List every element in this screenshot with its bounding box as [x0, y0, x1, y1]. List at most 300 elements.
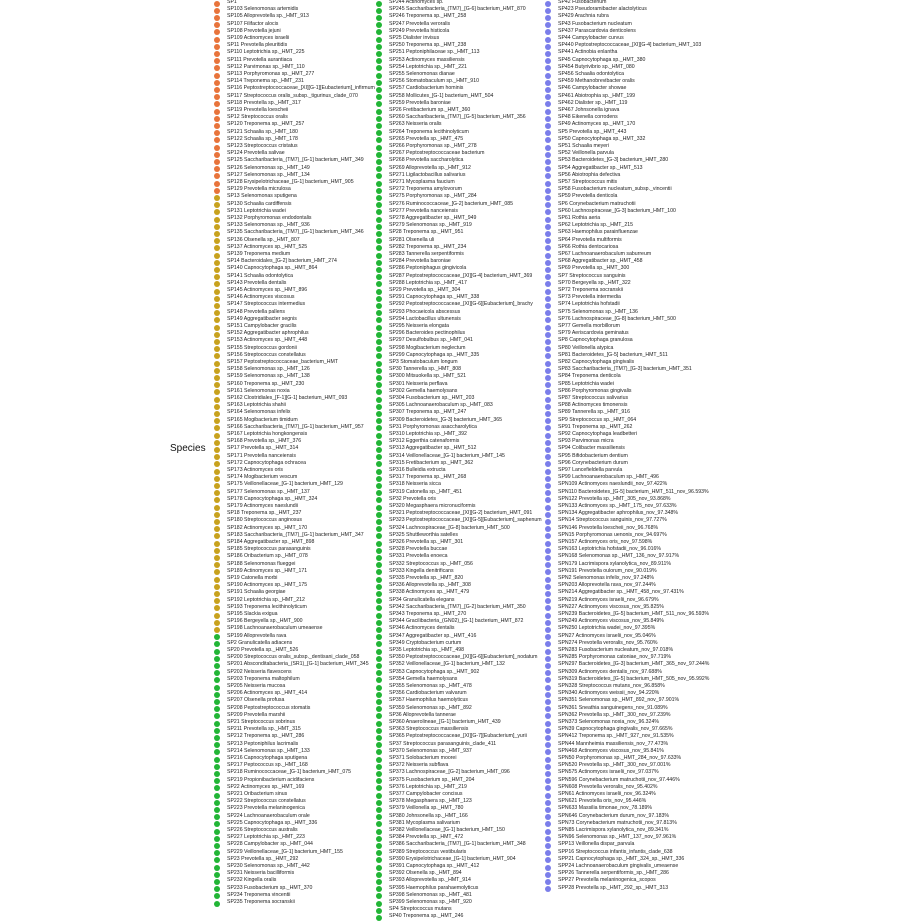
- legend-marker: [376, 382, 382, 388]
- legend-marker: [214, 836, 220, 842]
- legend-marker: [376, 188, 382, 194]
- legend-label: SP153 Actinomyces sp._HMT_448: [227, 337, 308, 344]
- legend-label: SP108 Prevotella jejuni: [227, 27, 281, 34]
- legend-marker: [545, 735, 551, 741]
- legend-label: SP117 Streptococcus oralis_subsp._tigurinus_clade_070: [227, 92, 358, 99]
- legend-marker: [376, 397, 382, 403]
- legend-label: SP325 Shuttleworthia satelles: [389, 531, 458, 538]
- legend-marker: [376, 757, 382, 763]
- legend-marker: [545, 829, 551, 835]
- legend-marker: [214, 109, 220, 115]
- legend-marker: [214, 872, 220, 878]
- legend-label: SP35 Leptotrichia sp._HMT_498: [389, 647, 464, 653]
- legend-label: SP165 Mogibacterium timidum: [227, 416, 298, 423]
- legend-label: SP349 Cryptobacterium curtum: [389, 639, 462, 646]
- legend-marker: [376, 145, 382, 151]
- legend-marker: [545, 325, 551, 331]
- legend-label: SP226 Streptococcus australis: [227, 827, 298, 833]
- legend-marker: [545, 541, 551, 547]
- legend-label: SPN110 Bacteroidetes_[G-5] bacterium_HMT_511_nov_96.593%: [558, 488, 709, 495]
- legend-label: SP315 Fretibacterium sp._HMT_362: [389, 459, 474, 466]
- legend-label: SPN249 Actinomyces viscosus_nov_95.849%: [558, 618, 664, 625]
- legend-label: SP160 Treponema sp._HMT_230: [227, 380, 305, 387]
- legend-label: SP221 Oribacterium sinus: [227, 791, 288, 797]
- legend-label: SP81 Bacteroidetes_[G-5] bacterium_HMT_511: [558, 351, 668, 358]
- legend-label: SP44 Campylobacter curvus: [558, 35, 624, 41]
- legend-marker: [376, 670, 382, 676]
- legend-label: SP346 Actinomyces dentalis: [389, 625, 455, 632]
- legend-label: SP398 Selenomonas sp._HMT_481: [389, 891, 472, 898]
- legend-marker: [214, 641, 220, 647]
- legend-label: SP255 Selenomonas dianae: [389, 71, 455, 77]
- legend-marker: [376, 677, 382, 683]
- legend-marker: [545, 843, 551, 849]
- legend-label: SPN596 Corynebacterium matruchotii_nov_97.446%: [558, 776, 680, 783]
- legend-label: SP40 Treponema sp._HMT_246: [389, 913, 464, 920]
- legend-label: SP113 Porphyromonas sp._HMT_277: [227, 71, 315, 77]
- legend-label: SP314 Veillonellaceae_[G-1] bacterium_HMT_145: [389, 452, 505, 459]
- legend-marker: [376, 836, 382, 842]
- legend-marker: [214, 130, 220, 136]
- legend-label: SP75 Selenomonas sp._HMT_136: [558, 308, 638, 315]
- legend-label: SP186 Oribacterium sp._HMT_078: [227, 553, 308, 560]
- legend-label: SP272 Treponema amylovorum: [389, 186, 462, 193]
- legend-label: SP350 Peptostreptococcaceae_[XI][G-6][Eubacterium]_nodatum: [389, 654, 538, 661]
- legend-marker: [545, 296, 551, 302]
- legend-label: SPN73 Corynebacterium matruchotii_nov_97.813%: [558, 819, 677, 826]
- legend-label: SPN361 Sneathia sanguinegens_nov_91.089%: [558, 704, 668, 711]
- legend-marker: [545, 181, 551, 187]
- legend-marker: [376, 634, 382, 640]
- legend-label: SP379 Veillonella sp._HMT_780: [389, 805, 464, 812]
- legend-label: SP276 Ruminococcaceae_[G-2] bacterium_HMT_085: [389, 200, 513, 207]
- legend-label: SPN203 Alloprevotella rava_nov_97.244%: [558, 582, 656, 589]
- legend-label: SP292 Peptostreptococcaceae_[XI][G-6][Eubacterium]_brachy: [389, 301, 533, 308]
- legend-marker: [376, 1, 382, 7]
- legend-label: SP177 Selenomonas sp._HMT_137: [227, 488, 310, 495]
- legend-label: SP278 Aggregatibacter sp._HMT_949: [389, 215, 477, 221]
- legend-label: SP139 Treponema medium: [227, 251, 291, 257]
- legend-label: SP130 Schaalia cardiffensis: [227, 200, 292, 207]
- legend-label: SP216 Capnocytophaga sputigena: [227, 755, 308, 761]
- legend-marker: [376, 785, 382, 791]
- legend-label: SP321 Peptostreptococcaceae_[XI][G-2] bacterium_HMT_091: [389, 510, 533, 517]
- legend-label: SP74 Leptotrichia hofstadii: [558, 301, 620, 308]
- legend-marker: [545, 166, 551, 172]
- legend-label: SP271 Mycoplasma faucium: [389, 179, 455, 185]
- legend-label: SP50 Capnocytophaga sp._HMT_332: [558, 135, 646, 142]
- legend-marker: [214, 238, 220, 244]
- legend-marker: [376, 159, 382, 165]
- legend-marker: [545, 173, 551, 179]
- legend-label: SP299 Capnocytophaga sp._HMT_335: [389, 351, 480, 358]
- legend-marker: [376, 915, 382, 921]
- legend-marker: [545, 217, 551, 223]
- legend-label: SP172 Capnocytophaga ochracea: [227, 459, 307, 466]
- legend-label: SP338 Actinomyces sp._HMT_479: [389, 589, 470, 596]
- legend-label: SP282 Treponema sp._HMT_234: [389, 243, 467, 250]
- legend-label: SP357 Haemophilus haemolyticus: [389, 697, 469, 704]
- legend-label: SP467 Johnsonella ignava: [558, 107, 620, 113]
- legend-marker: [545, 497, 551, 503]
- legend-label: SP392 Olsenella sp._HMT_894: [389, 870, 462, 877]
- legend-label: SP185 Streptococcus parasanguinis: [227, 546, 311, 553]
- legend-marker: [214, 433, 220, 439]
- legend-label: SP373 Lachnospiraceae_[G-2] bacterium_HMT_096: [389, 769, 510, 776]
- legend-label: SP372 Neisseria subflava: [389, 762, 449, 769]
- legend-marker: [376, 505, 382, 511]
- legend-label: SP342 Saccharibacteria_(TM7)_[G-2] bacterium_HMT_350: [389, 603, 526, 610]
- legend-label: SP380 Johnsonella sp._HMT_166: [389, 812, 468, 819]
- legend-marker: [545, 94, 551, 100]
- legend-label: SP174 Mogibacterium vescum: [227, 474, 298, 481]
- legend-label: SP114 Treponema sp._HMT_231: [227, 78, 304, 85]
- legend-marker: [545, 317, 551, 323]
- legend-label: SPN109 Actinomyces naeslundii_nov_97.422%: [558, 481, 668, 488]
- legend-label: SP118 Prevotella sp._HMT_317: [227, 99, 301, 106]
- legend-label: SP230 Selenomonas sp._HMT_442: [227, 863, 310, 869]
- legend-marker: [214, 649, 220, 655]
- legend-label: SP363 Streptococcus massiliensis: [389, 726, 469, 733]
- legend-label: SP323 Peptostreptococcaceae_[XI][G-5][Eubacterium]_saphenum: [389, 517, 542, 524]
- legend-label: SP64 Prevotella multiformis: [558, 236, 622, 243]
- legend-marker: [214, 742, 220, 748]
- legend-label: SP222 Streptococcus constellatus: [227, 798, 306, 805]
- legend-marker: [214, 850, 220, 856]
- legend-label: SP95 Bifidobacterium dentium: [558, 452, 628, 459]
- legend-marker: [545, 245, 551, 251]
- legend-label: SP17 Prevotella sp._HMT_314: [227, 445, 299, 452]
- legend-marker: [214, 440, 220, 446]
- legend-label: SP360 Anaerolineae_[G-1] bacterium_HMT_439: [389, 719, 501, 725]
- legend-label: SP268 Prevotella saccharolytica: [389, 157, 464, 164]
- legend-marker: [545, 346, 551, 352]
- legend-label: SP196 Bergeyella sp._HMT_900: [227, 618, 303, 625]
- legend-label: SP301 Neisseria perflava: [389, 380, 448, 387]
- legend-label: SP2 Granulicatella adiacens: [227, 639, 293, 646]
- legend-marker: [376, 361, 382, 367]
- legend-marker: [545, 526, 551, 532]
- legend-label: SP155 Streptococcus gordonii: [227, 344, 297, 351]
- legend-label: SP253 Actinomyces massiliensis: [389, 56, 465, 63]
- legend-marker: [376, 656, 382, 662]
- legend-label: SP62 Leptotrichia sp._HMT_215: [558, 222, 633, 229]
- legend-marker: [545, 260, 551, 266]
- legend-marker: [376, 872, 382, 878]
- legend-label: SP283 Tannerella serpentiformis: [389, 251, 464, 257]
- legend-marker: [545, 728, 551, 734]
- legend-label: SP440 Peptostreptococcaceae_[XI][G-4] bacterium_HMT_103: [558, 42, 702, 49]
- legend-marker: [376, 692, 382, 698]
- legend-label: SP279 Selenomonas sp._HMT_919: [389, 222, 472, 229]
- legend-marker: [545, 425, 551, 431]
- legend-label: SPN214 Aggregatibacter sp._HMT_458_nov_97.431%: [558, 589, 684, 596]
- legend-marker: [376, 519, 382, 525]
- legend-label: SPN373 Selenomonas noxia_nov_96.324%: [558, 719, 659, 725]
- legend-label: SP287 Peptostreptococcaceae_[XI][G-4] bacterium_HMT_369: [389, 272, 533, 279]
- legend-label: SP386 Saccharibacteria_(TM7)_[G-1] bacterium_HMT_348: [389, 841, 526, 848]
- legend-label: SP109 Actinomyces israelii: [227, 35, 290, 41]
- legend-marker: [214, 634, 220, 640]
- legend-label: SP298 Mogibacterium neglectum: [389, 344, 466, 351]
- legend-label: SP353 Capnocytophaga sp._HMT_902: [389, 668, 480, 675]
- legend-marker: [545, 685, 551, 691]
- legend-label: SPN621 Prevotella oris_nov_95.446%: [558, 798, 647, 805]
- legend-label: SPN14 Streptococcus sanguinis_nov_97.727%: [558, 517, 667, 524]
- legend-label: SP67 Lachnoanaerobaculum saburreum: [558, 251, 652, 257]
- legend-marker: [376, 605, 382, 611]
- legend-label: SPN157 Actinomyces oris_nov_97.598%: [558, 539, 653, 545]
- legend-marker: [545, 389, 551, 395]
- legend-marker: [214, 699, 220, 705]
- legend-label: SPP16 Streptococcus infantis_infantis_clade_638: [558, 848, 673, 855]
- legend-label: SP384 Prevotella sp._HMT_472: [389, 834, 464, 841]
- legend-marker: [214, 901, 220, 907]
- legend-marker: [214, 476, 220, 482]
- legend-label: SP164 Selenomonas infelix: [227, 409, 291, 416]
- legend-marker: [376, 418, 382, 424]
- legend-marker: [545, 620, 551, 626]
- legend-marker: [214, 598, 220, 604]
- legend-marker: [214, 8, 220, 14]
- legend-label: SP218 Ruminococcaceae_[G-1] bacterium_HMT_075: [227, 769, 351, 776]
- legend-label: SP178 Capnocytophaga sp._HMT_324: [227, 495, 318, 502]
- legend-label: SP57 Streptococcus mitis: [558, 179, 618, 185]
- legend-marker: [214, 800, 220, 806]
- legend-marker: [376, 94, 382, 100]
- legend-label: SP356 Cardiobacterium valvarum: [389, 690, 467, 697]
- legend-label: SP381 Mycoplasma salivarium: [389, 819, 460, 826]
- legend-marker: [214, 224, 220, 230]
- legend-label: SPP21 Capnocytophaga sp._HMT_324_sp._HMT_336: [558, 855, 685, 862]
- legend-label: SP43 Fusobacterium nucleatum: [558, 20, 632, 27]
- legend-label: SP352 Veillonellaceae_[G-1] bacterium_HMT_132: [389, 661, 505, 668]
- legend-marker: [214, 879, 220, 885]
- legend-marker: [214, 29, 220, 35]
- legend-marker: [545, 332, 551, 338]
- legend-marker: [545, 224, 551, 230]
- legend-label: SPN520 Prevotella sp._HMT_300_nov_97.001%: [558, 762, 671, 769]
- legend-label: SP235 Treponema socranskii: [227, 899, 295, 905]
- legend-label: SP249 Prevotella histicola: [389, 27, 450, 34]
- legend-label: SPN219 Actinomyces israelii_nov_96.679%: [558, 596, 659, 603]
- legend-marker: [214, 771, 220, 777]
- legend-marker: [214, 317, 220, 323]
- legend-label: SP152 Aggregatibacter aphrophilus: [227, 330, 309, 337]
- legend-label: SP271 Ligilactobacillus salivarius: [389, 171, 466, 178]
- legend-marker: [545, 73, 551, 79]
- legend-marker: [545, 785, 551, 791]
- legend-label: SP227 Leptotrichia sp._HMT_223: [227, 834, 305, 841]
- legend-marker: [545, 411, 551, 417]
- legend-marker: [545, 469, 551, 475]
- legend-marker: [376, 260, 382, 266]
- legend-marker: [376, 73, 382, 79]
- legend-marker: [376, 764, 382, 770]
- legend-marker: [545, 598, 551, 604]
- legend-label: SP157 Peptostreptococcaceae_bacterium_HMT: [227, 359, 339, 365]
- legend-label: SPN468 Actinomyces viscosus_nov_95.841%: [558, 747, 664, 754]
- legend-marker: [376, 865, 382, 871]
- legend-marker: [376, 742, 382, 748]
- legend-marker: [376, 440, 382, 446]
- legend-marker: [214, 764, 220, 770]
- legend-marker: [214, 843, 220, 849]
- legend-label: SP375 Fusobacterium sp._HMT_204: [389, 776, 475, 783]
- legend-marker: [376, 368, 382, 374]
- legend-label: SP217 Peptococcus sp._HMT_168: [227, 762, 308, 769]
- legend-label: SPN608 Prevotella veroralis_nov_95.402%: [558, 783, 658, 790]
- legend-label: SPN328 Streptococcus mutans_nov_96.858%: [558, 683, 665, 689]
- legend-label: SP131 Leptotrichia wadei: [227, 207, 286, 214]
- legend-marker: [214, 173, 220, 179]
- legend-label: SP37 Streptococcus parasanguinis_clade_411: [389, 740, 497, 747]
- legend-label: SP116 Peptostreptococcaceae_[XI][G-1][Eubacterium]_infirmum: [227, 85, 375, 92]
- legend-marker: [214, 15, 220, 21]
- legend-marker: [376, 267, 382, 273]
- legend-marker: [376, 490, 382, 496]
- legend-marker: [376, 310, 382, 316]
- legend-label: SP343 Treponema sp._HMT_270: [389, 611, 467, 617]
- legend-label: SPN134 Aggregatibacter aphrophilus_nov_97.348%: [558, 510, 678, 517]
- legend-label: SP18 Treponema sp._HMT_237: [227, 510, 302, 517]
- legend-marker: [376, 850, 382, 856]
- legend-label: SP103 Selenomonas artemidis: [227, 6, 299, 13]
- legend-label: SP85 Leptotrichia wadei: [558, 380, 614, 387]
- legend-label: SP49 Actinomyces sp._HMT_170: [558, 121, 636, 128]
- legend-marker: [376, 829, 382, 835]
- legend-marker: [214, 101, 220, 107]
- legend-label: SP209 Prevotella marshii: [227, 711, 286, 718]
- legend-marker: [214, 656, 220, 662]
- legend-label: SP302 Gemella haemolysans: [389, 387, 458, 394]
- legend-marker: [376, 663, 382, 669]
- legend-label: SP13 Selenomonas sputigena: [227, 193, 297, 200]
- legend-marker: [376, 685, 382, 691]
- legend-label: SP83 Saccharibacteria_(TM7)_[G-3] bacterium_HMT_351: [558, 366, 692, 373]
- legend-label: SP58 Fusobacterium nucleatum_subsp._vincentii: [558, 186, 672, 193]
- legend-label: SP319 Catonella sp._HMT_451: [389, 488, 462, 495]
- legend-marker: [376, 137, 382, 143]
- legend-label: SP259 Prevotella baroniae: [389, 99, 451, 106]
- legend-marker: [376, 562, 382, 568]
- legend-marker: [214, 245, 220, 251]
- legend-marker: [545, 670, 551, 676]
- legend-label: SP224 Lachnoanaerobaculum orale: [227, 812, 310, 819]
- legend-marker: [545, 692, 551, 698]
- legend-label: SP184 Aggregatibacter sp._HMT_898: [227, 539, 315, 545]
- legend-label: SP20 Prevotella sp._HMT_526: [227, 647, 299, 653]
- legend-label: SP295 Neisseria elongata: [389, 323, 449, 329]
- legend-label: SP399 Selenomonas sp._HMT_920: [389, 899, 472, 905]
- legend-marker: [214, 865, 220, 871]
- legend-label: SP333 Kingella denitrificans: [389, 567, 454, 574]
- legend-marker: [545, 130, 551, 136]
- legend-label: SP317 Treponema sp._HMT_268: [389, 474, 467, 481]
- legend-marker: [545, 584, 551, 590]
- legend-label: SP355 Selenomonas sp._HMT_478: [389, 683, 472, 689]
- legend-label: SP309 Bacteroidetes_[G-3] bacterium_HMT_365: [389, 416, 503, 423]
- legend-marker: [376, 735, 382, 741]
- legend-marker: [376, 555, 382, 561]
- legend-marker: [376, 469, 382, 475]
- legend-marker: [376, 332, 382, 338]
- legend-marker: [376, 843, 382, 849]
- legend-marker: [545, 382, 551, 388]
- legend-marker: [214, 562, 220, 568]
- legend-marker: [214, 123, 220, 129]
- legend-marker: [376, 181, 382, 187]
- legend-marker: [545, 505, 551, 511]
- legend-marker: [214, 382, 220, 388]
- legend-marker: [545, 512, 551, 518]
- legend-label: SP72 Treponema socranskii: [558, 287, 623, 293]
- legend-label: SPN61 Actinomyces israelii_nov_96.324%: [558, 791, 656, 797]
- legend-label: SP136 Olsenella sp._HMT_807: [227, 236, 300, 243]
- legend-marker: [214, 677, 220, 683]
- legend-marker: [214, 512, 220, 518]
- legend-marker: [376, 224, 382, 230]
- legend-label: SP205 Neisseria mucosa: [227, 683, 286, 689]
- legend-marker: [545, 15, 551, 21]
- legend-label: SPP24 Lachnoanaerobaculum gingivalis_umeaense: [558, 863, 679, 869]
- legend-label: SP99 Lachnoanaerobaculum sp._HMT_496: [558, 474, 659, 481]
- legend-label: SP200 Streptococcus oralis_subsp._dentisani_clade_058: [227, 654, 360, 661]
- legend-marker: [214, 332, 220, 338]
- legend-marker: [214, 735, 220, 741]
- legend-marker: [214, 685, 220, 691]
- legend-label: SP441 Actinobia enlantha: [558, 49, 618, 56]
- legend-label: SP269 Alloprevotella sp._HMT_912: [389, 164, 471, 171]
- legend-label: SP51 Schaalia meyeri: [558, 143, 610, 149]
- legend-marker: [376, 101, 382, 107]
- legend-label: SP151 Campylobacter gracilis: [227, 323, 297, 329]
- legend-marker: [545, 886, 551, 892]
- legend-label: SP459 Methanobrevibacter oralis: [558, 78, 635, 85]
- legend-label: SP393 Alloprevotella sp._HMT_914: [389, 877, 471, 884]
- legend-marker: [214, 483, 220, 489]
- legend-marker: [545, 649, 551, 655]
- legend-marker: [545, 44, 551, 50]
- legend-label: SP14 Bacteroidales_[G-2] bacterium_HMT_274: [227, 258, 337, 265]
- legend-marker: [545, 253, 551, 259]
- legend-label: SP93 Parvimonas micra: [558, 438, 614, 445]
- legend-label: SPN191 Prevotella oulorum_nov_90.019%: [558, 567, 657, 574]
- legend-label: SPN351 Selenomonas sp._HMT_892_nov_97.901%: [558, 697, 680, 704]
- legend-marker: [545, 569, 551, 575]
- legend-marker: [214, 469, 220, 475]
- legend-marker: [376, 613, 382, 619]
- legend-label: SP281 Olsenella uli: [389, 236, 435, 243]
- legend-marker: [545, 656, 551, 662]
- legend-marker: [376, 109, 382, 115]
- legend-label: SP66 Rothia dentocariosa: [558, 243, 619, 250]
- legend-label: SP244 Actinomyces sp.: [389, 0, 444, 5]
- legend-marker: [214, 281, 220, 287]
- legend-marker: [376, 433, 382, 439]
- legend-marker: [376, 411, 382, 417]
- legend-label: SPN319 Bacteroidetes_[G-5] bacterium_HMT_505_nov_95.992%: [558, 675, 710, 682]
- legend-label: SP199 Alloprevotella rava: [227, 632, 287, 639]
- legend-marker: [376, 217, 382, 223]
- legend-marker: [214, 490, 220, 496]
- legend-marker: [545, 641, 551, 647]
- legend-marker: [214, 44, 220, 50]
- legend-label: SP171 Prevotella nanceiensis: [227, 452, 296, 459]
- legend-label: SP79 Aeriscardovia geminatus: [558, 330, 629, 337]
- legend-marker: [214, 37, 220, 43]
- legend-label: SPP28 Prevotella sp._HMT_292_sp._HMT_313: [558, 884, 669, 891]
